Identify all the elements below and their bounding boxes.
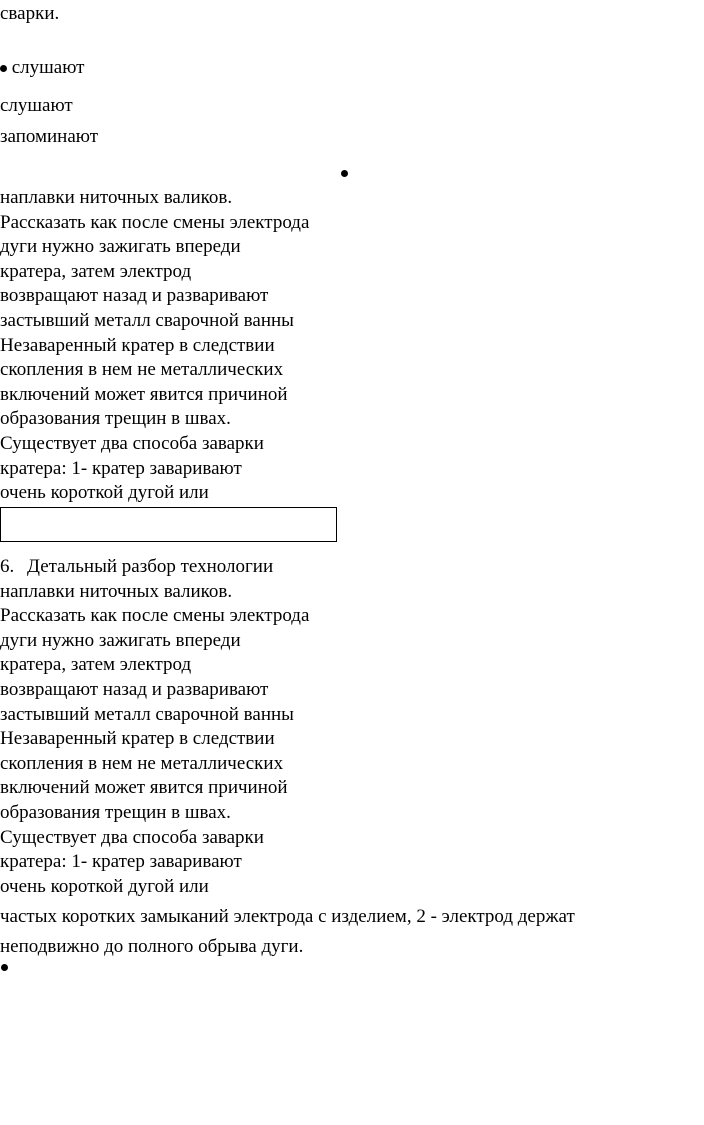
paragraph-line: дуги нужно зажигать впереди [0, 236, 241, 258]
paragraph-line: Рассказать как после смены электрода [0, 211, 310, 233]
bullet-icon [0, 65, 7, 72]
paragraph-line: Существует два способа заварки [0, 826, 264, 848]
paragraph-line: образования трещин в швах. [0, 408, 231, 430]
paragraph-line: Существует два способа заварки [0, 432, 264, 454]
paragraph-line: очень короткой дугой или [0, 875, 209, 897]
bullet-icon [1, 964, 8, 971]
text-block-1 [0, 186, 309, 506]
paragraph-line: Рассказать как после смены электрода [0, 605, 310, 627]
paragraph-line: образования трещин в швах. [0, 801, 231, 823]
paragraph-line: скопления в нем не металлических [0, 359, 284, 381]
paragraph-line: кратера, затем электрод [0, 654, 192, 676]
item-title: Детальный разбор технологии [27, 556, 274, 577]
paragraph-line: застывший металл сварочной ванны [0, 703, 294, 725]
paragraph-line-long: частых коротких замыканий электрода с изделием, 2 - электрод держат [0, 906, 575, 927]
paragraph-line: дуги нужно зажигать впереди [0, 629, 241, 651]
empty-text-box [0, 507, 337, 542]
text-line-svarki: сварки. [0, 3, 60, 24]
bullet-icon [341, 170, 348, 177]
paragraph-line: наплавки ниточных валиков. [0, 187, 233, 208]
paragraph-line: очень короткой дугой или [0, 482, 209, 504]
paragraph-line-long: неподвижно до полного обрыва дуги. [0, 936, 304, 957]
paragraph-line: наплавки ниточных валиков. [0, 580, 233, 602]
paragraph-line: скопления в нем не металлических [0, 752, 284, 774]
numbered-item-6 [0, 555, 309, 580]
text-line-slushayut: слушают [0, 95, 73, 116]
paragraph-line: кратера: 1- кратер заваривают [0, 457, 242, 479]
paragraph-line: включений может явится причиной [0, 777, 288, 799]
paragraph-line: застывший металл сварочной ванны [0, 309, 294, 331]
bullet-list-item [0, 56, 84, 80]
paragraph-line: включений может явится причиной [0, 383, 288, 405]
text-block-2 [0, 555, 309, 899]
paragraph-line: Незаваренный кратер в следствии [0, 728, 275, 750]
paragraph-line: кратера, затем электрод [0, 260, 192, 282]
text-line-zapominayut: запоминают [0, 126, 99, 147]
paragraph-line: кратера: 1- кратер заваривают [0, 851, 242, 873]
paragraph-line: Незаваренный кратер в следствии [0, 334, 275, 356]
paragraph-line: возвращают назад и разваривают [0, 285, 269, 307]
bullet-item-label: слушают [11, 57, 85, 78]
paragraph-line: возвращают назад и разваривают [0, 678, 269, 700]
item-number: 6. [0, 556, 15, 577]
